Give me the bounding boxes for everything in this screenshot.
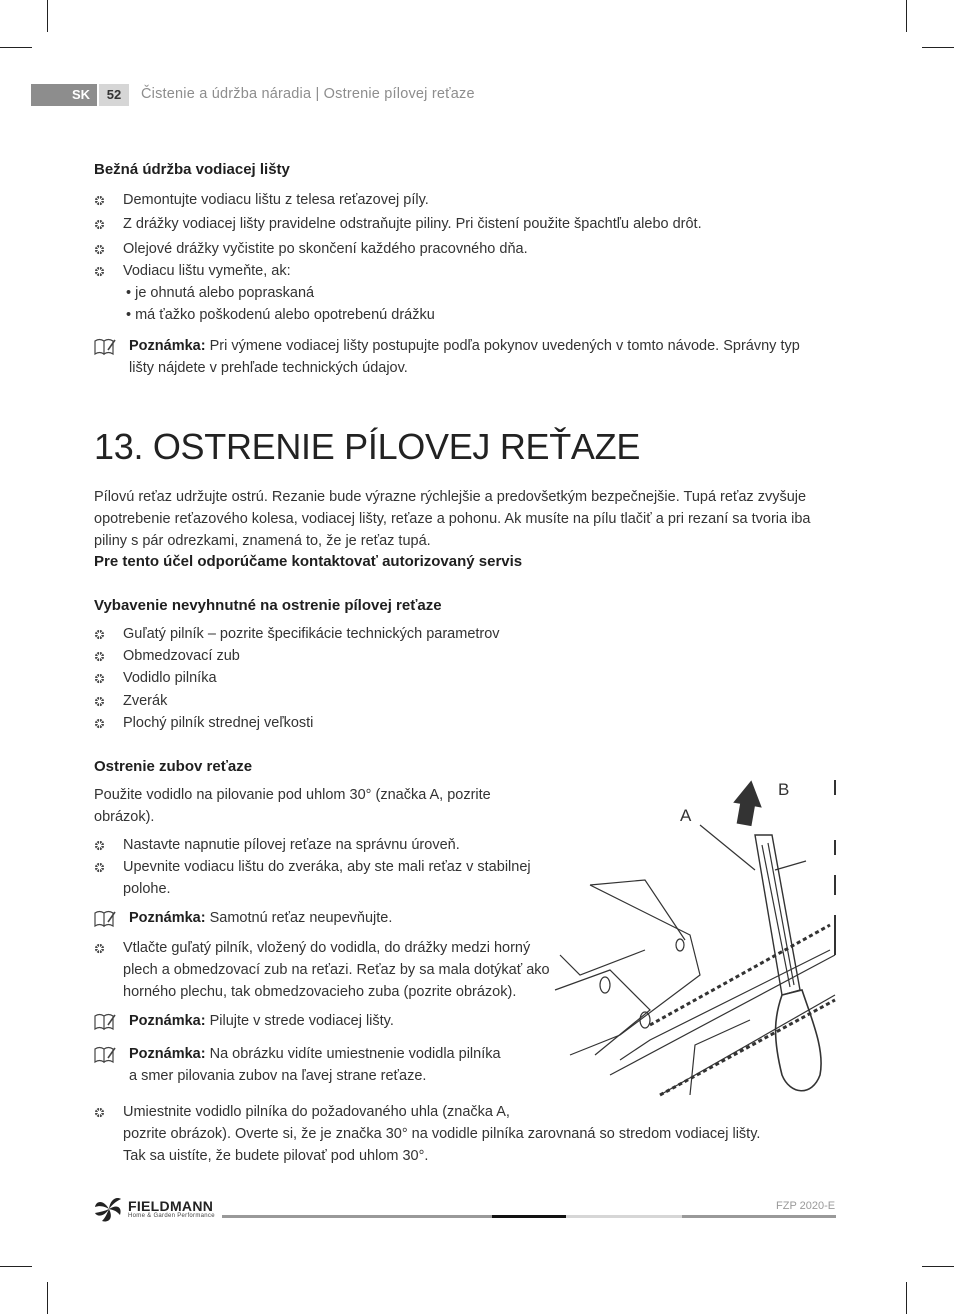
bullet-flower-icon — [94, 1107, 105, 1118]
list-item-continued: Tak sa uistíte, že budete pilovať pod uhlom 30°. — [123, 1148, 429, 1164]
bullet-flower-icon — [94, 673, 105, 684]
list-item-continued: plech a obmedzovací zub na reťazi. Reťaz by sa mala dotýkať ako — [123, 962, 550, 978]
sub-list-item: • je ohnutá alebo popraskaná — [126, 285, 315, 301]
bullet-flower-icon — [94, 195, 105, 206]
crop-mark — [47, 0, 48, 32]
crop-mark — [906, 0, 907, 32]
paragraph-line: Pílovú reťaz udržujte ostrú. Rezanie bude výrazne rýchlejšie a predovšetkým bezpečnejšie. Tupá reťaz zvyšuje — [94, 489, 807, 505]
figure-label-a: A — [680, 806, 692, 825]
crop-mark — [0, 47, 32, 48]
note-text-continued: a smer pilovania zubov na ľavej strane reťaze. — [129, 1068, 427, 1084]
note-pencil-icon — [94, 1013, 116, 1031]
fieldmann-logo-icon — [94, 1195, 124, 1223]
note-text: Poznámka: Pri výmene vodiacej lišty postupujte podľa pokynov uvedených v tomto návode. Správny typ — [129, 338, 800, 354]
crop-mark — [47, 1282, 48, 1314]
paragraph-line: Použite vodidlo na pilovanie pod uhlom 30° (značka A, pozrite — [94, 787, 491, 803]
note-pencil-icon — [94, 338, 116, 356]
language-badge: SK — [31, 84, 97, 106]
list-item-continued: pozrite obrázok). Overte si, že je značka 30° na vodidle pilníka zarovnaná so stredom vodiacej lišty. — [123, 1126, 761, 1142]
note-text: Poznámka: Pilujte v strede vodiacej lišty. — [129, 1013, 394, 1029]
note-pencil-icon — [94, 910, 116, 928]
note-pencil-icon — [94, 1046, 116, 1064]
figure-label-b: B — [778, 780, 790, 799]
paragraph-line: opotrebenie reťazového kolesa, vodiacej lišty, reťaze a pohonu. Ak musíte na pílu tlačiť a pri rezaní sa tvoria iba — [94, 511, 811, 527]
list-item-continued: horného plechu, tak obmedzovacieho zuba (pozrite obrázok). — [123, 984, 517, 1000]
direction-arrow-icon — [730, 778, 766, 827]
bullet-flower-icon — [94, 244, 105, 255]
bullet-flower-icon — [94, 266, 105, 277]
crop-mark — [922, 1266, 954, 1267]
footer-rule — [222, 1215, 492, 1218]
footer-rule — [492, 1215, 566, 1218]
chapter-title: 13. OSTRENIE PÍLOVEJ REŤAZE — [94, 426, 641, 467]
brand-tagline: Home & Garden Performance — [128, 1213, 215, 1219]
section-heading-equipment: Vybavenie nevyhnutné na ostrenie pílovej reťaze — [94, 597, 442, 614]
bullet-flower-icon — [94, 943, 105, 954]
bullet-flower-icon — [94, 696, 105, 707]
crop-mark — [906, 1282, 907, 1314]
page-number: 52 — [99, 84, 129, 106]
crop-mark — [0, 1266, 32, 1267]
model-code: FZP 2020-E — [776, 1200, 836, 1212]
footer-rule — [566, 1215, 682, 1218]
footer-rule — [682, 1215, 836, 1218]
bullet-flower-icon — [94, 651, 105, 662]
bullet-flower-icon — [94, 629, 105, 640]
chain-sharpening-illustration — [550, 775, 840, 1110]
section-heading-guide-bar: Bežná údržba vodiacej lišty — [94, 161, 290, 178]
paragraph-line: obrázok). — [94, 809, 155, 825]
section-heading-sharpening: Ostrenie zubov reťaze — [94, 758, 253, 775]
sub-list-item: • má ťažko poškodenú alebo opotrebenú drážku — [126, 307, 435, 323]
crop-mark — [922, 47, 954, 48]
bullet-flower-icon — [94, 219, 105, 230]
bullet-flower-icon — [94, 840, 105, 851]
note-text: Poznámka: Samotnú reťaz neupevňujte. — [129, 910, 393, 926]
note-text-continued: lišty nájdete v prehľade technických údajov. — [129, 360, 408, 376]
paragraph-line: piliny s pár odrezkami, znamená to, že je reťaz tupá. — [94, 533, 431, 549]
brand-logo-text: FIELDMANN — [128, 1198, 214, 1214]
bullet-flower-icon — [94, 718, 105, 729]
recommendation-text: Pre tento účel odporúčame kontaktovať autorizovaný servis — [94, 553, 523, 570]
running-header: Čistenie a údržba náradia | Ostrenie pílovej reťaze — [141, 86, 475, 102]
bullet-flower-icon — [94, 862, 105, 873]
note-text: Poznámka: Na obrázku vidíte umiestnenie vodidla pilníka — [129, 1046, 501, 1062]
list-item-continued: polohe. — [123, 881, 171, 897]
